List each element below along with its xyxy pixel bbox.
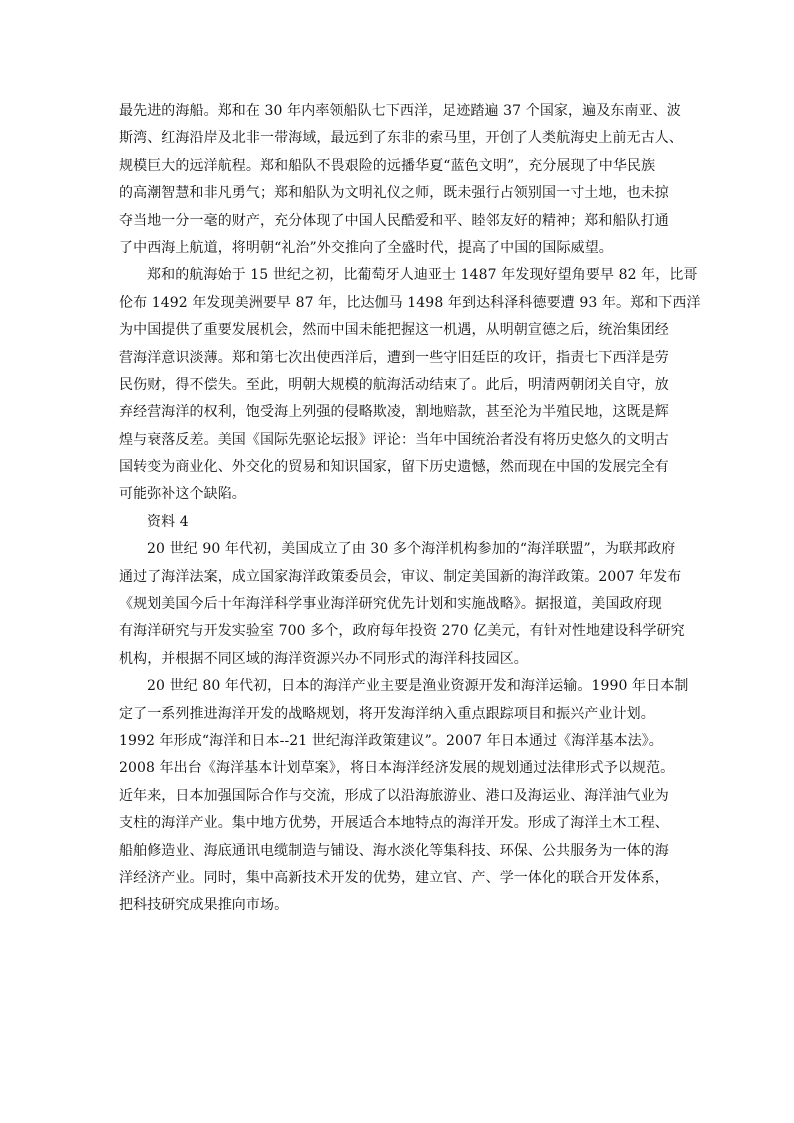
text-line: 国转变为商业化、外交化的贸易和知识国家，留下历史遗憾，然而现在中国的发展完全有 xyxy=(119,459,669,476)
text-line: 煌与衰落反差。美国《国际先驱论坛报》评论：当年中国统治者没有将历史悠久的文明古 xyxy=(119,431,669,448)
text-line: 机构，并根据不同区域的海洋资源兴办不同形式的海洋科技园区。 xyxy=(119,650,528,667)
text-line: 把科技研究成果推向市场。 xyxy=(119,897,289,914)
text-line: 规模巨大的远洋航程。郑和船队不畏艰险的远播华夏“蓝色文明”，充分展现了中华民族 xyxy=(119,157,656,174)
text-line: 伦布 1492 年发现美洲要早 87 年，比达伽马 1498 年到达科泽科德要遭 93 年。郑和下西洋 xyxy=(119,294,701,311)
text-line: 定了一系列推进海洋开发的战略规划，将开发海洋纳入重点跟踪项目和振兴产业计划。 xyxy=(119,705,655,722)
text-line: 最先进的海船。郑和在 30 年内率领船队七下西洋，足迹踏遍 37 个国家，遍及东南亚、波 xyxy=(119,103,681,119)
text-line: 弃经营海洋的权利，饱受海上列强的侵略欺凌，割地赔款，甚至沦为半殖民地，这既是辉 xyxy=(119,404,669,421)
text-line: 20 世纪 90 年代初，美国成立了由 30 多个海洋机构参加的“海洋联盟”，为联邦政府 xyxy=(147,541,676,558)
text-line: 斯湾、红海沿岸及北非一带海域，最远到了东非的索马里，开创了人类航海史上前无古人、 xyxy=(119,130,683,147)
text-line: 近年来，日本加强国际合作与交流，形成了以沿海旅游业、港口及海运业、海洋油气业为 xyxy=(119,787,669,804)
text-line: 2008 年出台《海洋基本计划草案》，将日本海洋经济发展的规划通过法律形式予以规范。 xyxy=(119,760,675,777)
text-line: 船舶修造业、海底通讯电缆制造与铺设、海水淡化等集科技、环保、公共服务为一体的海 xyxy=(119,842,669,859)
text-line: 营海洋意识淡薄。郑和第七次出使西洋后，遭到一些守旧廷臣的攻讦，指责七下西洋是劳 xyxy=(119,349,669,366)
text-line: 可能弥补这个缺陷。 xyxy=(119,486,246,503)
text-line: 20 世纪 80 年代初，日本的海洋产业主要是渔业资源开发和海洋运输。1990 年日本制 xyxy=(147,678,689,695)
text-line: 支柱的海洋产业。集中地方优势，开展适合本地特点的海洋开发。形成了海洋土木工程、 xyxy=(119,815,669,832)
document-body xyxy=(119,98,701,920)
text-line: 民伤财，得不偿失。至此，明朝大规模的航海活动结束了。此后，明清两朝闭关自守，放 xyxy=(119,376,669,393)
text-line: 资料 4 xyxy=(147,513,189,530)
text-line: 有海洋研究与开发实验室 700 多个，政府每年投资 270 亿美元，有针对性地建设科学研究 xyxy=(119,623,685,640)
text-line: 1992 年形成“海洋和日本--21 世纪海洋政策建议”。2007 年日本通过《海洋基本法》。 xyxy=(119,732,663,749)
text-line: 的高潮智慧和非凡勇气；郑和船队为文明礼仪之师，既未强行占领别国一寸土地，也未掠 xyxy=(119,185,669,202)
text-line: 了中西海上航道，将明朝“礼治”外交推向了全盛时代，提高了中国的国际威望。 xyxy=(119,239,613,256)
text-line: 为中国提供了重要发展机会，然而中国未能把握这一机遇，从明朝宣德之后，统治集团经 xyxy=(119,322,669,339)
text-line: 通过了海洋法案，成立国家海洋政策委员会，审议、制定美国新的海洋政策。2007 年发布 xyxy=(119,568,682,585)
text-line: 郑和的航海始于 15 世纪之初，比葡萄牙人迪亚士 1487 年发现好望角要早 82 年，比哥 xyxy=(147,267,698,284)
text-line: 夺当地一分一毫的财产，充分体现了中国人民酷爱和平、睦邻友好的精神；郑和船队打通 xyxy=(119,212,669,229)
text-line: 洋经济产业。同时，集中高新技术开发的优势，建立官、产、学一体化的联合开发体系， xyxy=(119,869,669,886)
text-line: 《规划美国今后十年海洋科学事业海洋研究优先计划和实施战略》。据报道，美国政府现 xyxy=(119,596,662,613)
